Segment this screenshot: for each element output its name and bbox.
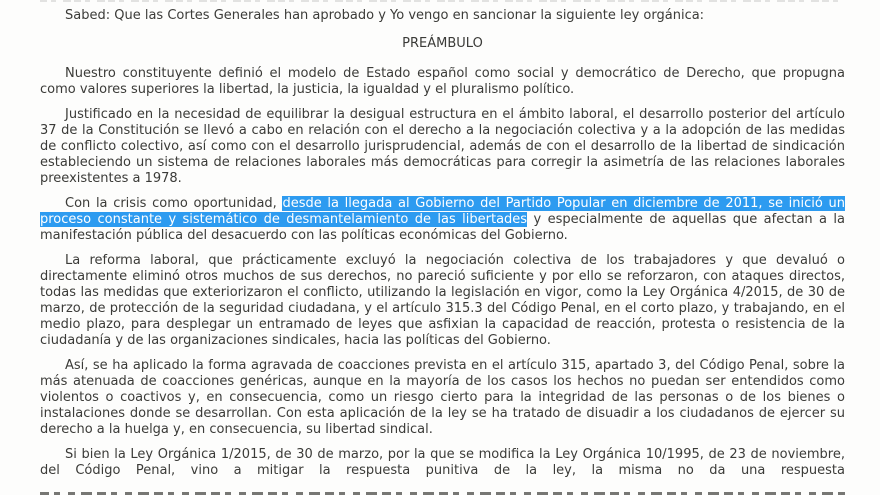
crisis-text-before: Con la crisis como oportunidad, (65, 196, 283, 211)
paragraph-justificado: Justificado en la necesidad de equilibrar la desigual estructura en el ámbito laboral, el desarrollo posterior del artículo 37 de la Constitución se llevó a cabo en relación con el derecho a la negociación colectiva y a la adopción de las medidas de conflicto colectivo, así como con el desarrollo jurisprudencial, además de con el desarrollo de la libertad de sindicación estableciendo un sistema de relaciones laborales más democráticas para corregir la asimetría de las relaciones laborales preexistentes a 1978. (40, 107, 845, 186)
selected-text[interactable]: desde la llegada al Gobierno del Partido Popular en diciembre de 2011, se inició un proceso constante y sistemático de desmantelamiento de las libertades (40, 196, 845, 227)
paragraph-sibien: Si bien la Ley Orgánica 1/2015, de 30 de marzo, por la que se modifica la Ley Orgánica 10/1995, de 23 de noviembre, del Código Penal, vino a mitigar la respuesta punitiva de la ley, la misma no da una respuesta (40, 447, 845, 478)
paragraph-constituyente: Nuestro constituyente definió el modelo de Estado español como social y democrático de Derecho, que propugna como valores superiores la libertad, la justicia, la igualdad y el pluralismo político. (40, 66, 845, 97)
crisis-text-after: y especialmente de aquellas que afectan a la manifestación pública del desacuerdo con las políticas económicas del Gobierno. (40, 212, 845, 243)
paragraph-crisis (40, 196, 845, 244)
clipped-line-top (40, 0, 845, 2)
preambulo-heading: PREÁMBULO (402, 36, 483, 51)
paragraph-reforma: La reforma laboral, que prácticamente excluyó la negociación colectiva de los trabajadores y que devaluó o directamente eliminó otros muchos de sus derechos, no pareció suficiente y por ello se reforzaron, con ataques directos, todas las medidas que exteriorizaron el conflicto, utilizando la legislación en vigor, como la Ley Orgánica 4/2015, de 30 de marzo, de protección de la seguridad ciudadana, y el artículo 315.3 del Código Penal, en el corto plazo, y trabajando, en el medio plazo, para desplegar un entramado de leyes que asfixian la capacidad de reacción, protesta o resistencia de la ciudadanía y de las organizaciones sindicales, hacia las políticas del Gobierno. (40, 253, 845, 348)
intro-line: Sabed: Que las Cortes Generales han aprobado y Yo vengo en sancionar la siguiente ley orgánica: (65, 8, 705, 23)
paragraph-coacciones: Así, se ha aplicado la forma agravada de coacciones prevista en el artículo 315, apartado 3, del Código Penal, sobre la más atenuada de coacciones genéricas, aunque en la mayoría de los casos los hechos no puedan ser entendidos como violentos o coactivos y, en consecuencia, como un riesgo cierto para la integridad de las personas o de los bienes o instalaciones donde se desarrollan. Con esta aplicación de la ley se ha tratado de disuadir a los ciudadanos de ejercer su derecho a la huelga y, en consecuencia, su libertad sindical. (40, 358, 845, 437)
